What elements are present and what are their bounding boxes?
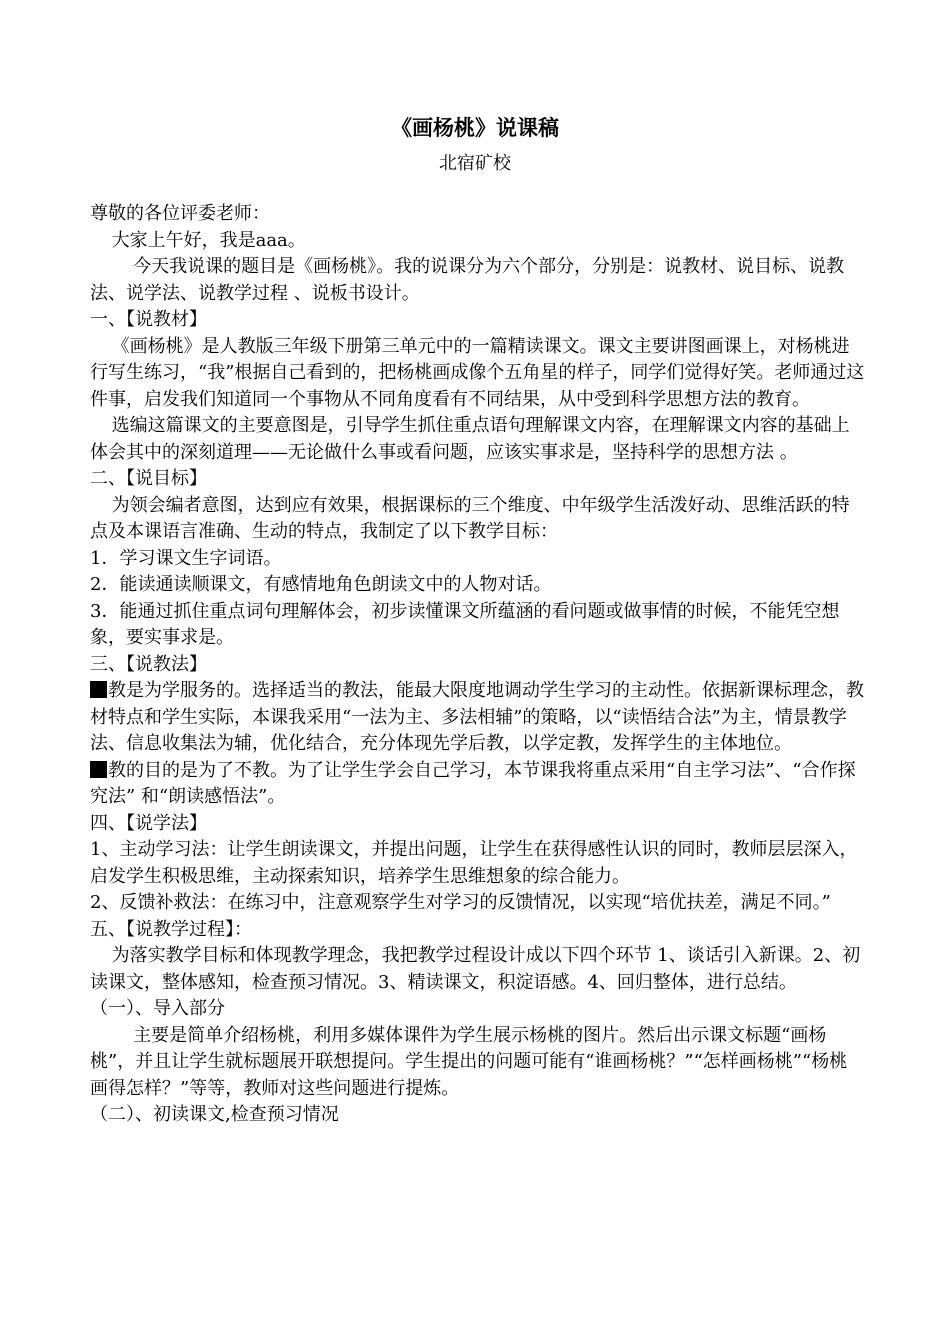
- paragraph: 选编这篇课文的主要意图是，引导学生抓住重点语句理解课文内容，在理解课文内容的基础上体会其中的深刻道理——无论做什么事或看问题，应该实事求是，坚持科学的思想方法 。: [90, 415, 850, 463]
- bullet-paragraph: [90, 758, 865, 811]
- paragraph: 为落实教学目标和体现教学理念，我把教学过程设计成以下四个环节 1、谈话引入新课。2、初读课文，整体感知，检查预习情况。3、精读课文，积淀语感。4、回归整体，进行总结。: [90, 945, 861, 993]
- square-bullet-icon: [90, 761, 107, 778]
- list-item: 3．能通过抓住重点词句理解体会，初步读懂课文所蕴涵的看问题或做事情的时候，不能凭空想象，要实事求是。: [90, 600, 840, 648]
- document-body: [90, 201, 865, 1129]
- bullet-paragraph: [90, 678, 865, 758]
- paragraph: 主要是简单介绍杨桃，利用多媒体课件为学生展示杨桃的图片。然后出示课文标题“画杨桃”，并且让学生就标题展开联想提问。学生提出的问题可能有“谁画杨桃？”“怎样画杨桃”“杨桃画得怎样？”等等，教师对这些问题进行提炼。: [90, 1024, 848, 1099]
- paragraph: 1、主动学习法：让学生朗读课文，并提出问题，让学生在获得感性认识的同时，教师层层深入，启发学生积极思维，主动探索知识，培养学生思维想象的综合能力。: [90, 839, 858, 887]
- document-title: 《画杨桃》说课稿: [391, 116, 559, 140]
- paragraph: 为领会编者意图，达到应有效果，根据课标的三个维度、中年级学生活泼好动、思维活跃的特点及本课语言准确、生动的特点，我制定了以下教学目标：: [90, 494, 850, 542]
- section-heading-2: 二、【说目标】: [90, 468, 207, 489]
- paragraph: 《画杨桃》是人教版三年级下册第三单元中的一篇精读课文。课文主要讲图画课上，对杨桃进行写生练习，“我”根据自己看到的，把杨桃画成像个五角星的样子，同学们觉得好笑。老师通过这件事，启发我们知道同一个事物从不同角度看有不同结果，从中受到科学思想方法的教育。: [90, 335, 865, 410]
- paragraph-topic: 今天我说课的题目是《画杨桃》。我的说课分为六个部分，分别是：说教材、说目标、说教法、说学法、说教学过程 、说板书设计。: [90, 256, 845, 304]
- greeting: 尊敬的各位评委老师：: [90, 203, 270, 224]
- paragraph: 2、反馈补救法：在练习中，注意观察学生对学习的反馈情况，以实现“培优扶差，满足不同。”: [90, 892, 831, 913]
- list-item: 1．学习课文生字词语。: [90, 547, 282, 569]
- subsection-heading-1: （一）、导入部分: [90, 998, 225, 1019]
- document-subtitle: 北宿矿校: [439, 153, 511, 174]
- square-bullet-icon: [90, 681, 107, 698]
- section-heading-1: 一、【说教材】: [90, 309, 207, 330]
- section-heading-3: 三、【说教法】: [90, 653, 207, 675]
- section-heading-5: 五、【说教学过程】：: [90, 918, 252, 940]
- bullet-text: 教的目的是为了不教。为了让学生学会自己学习，本节课我将重点采用“自主学习法”、“合作探究法” 和“朗读感悟法”。: [90, 759, 856, 807]
- subsection-heading-2: （二）、初读课文,检查预习情况: [90, 1104, 339, 1125]
- bullet-text: 教是为学服务的。选择适当的教法，能最大限度地调动学生学习的主动性。依据新课标理念，教材特点和学生实际，本课我采用“一法为主、多法相辅”的策略，以“读悟结合法”为主，情景教学法、信息收集法为辅，优化结合，充分体现先学后教，以学定教，发挥学生的主体地位。: [90, 680, 864, 754]
- list-item: 2．能读通读顺课文，有感情地角色朗读文中的人物对话。: [90, 574, 552, 595]
- section-heading-4: 四、【说学法】: [90, 812, 207, 834]
- paragraph-intro: 大家上午好，我是aaa。: [111, 229, 306, 251]
